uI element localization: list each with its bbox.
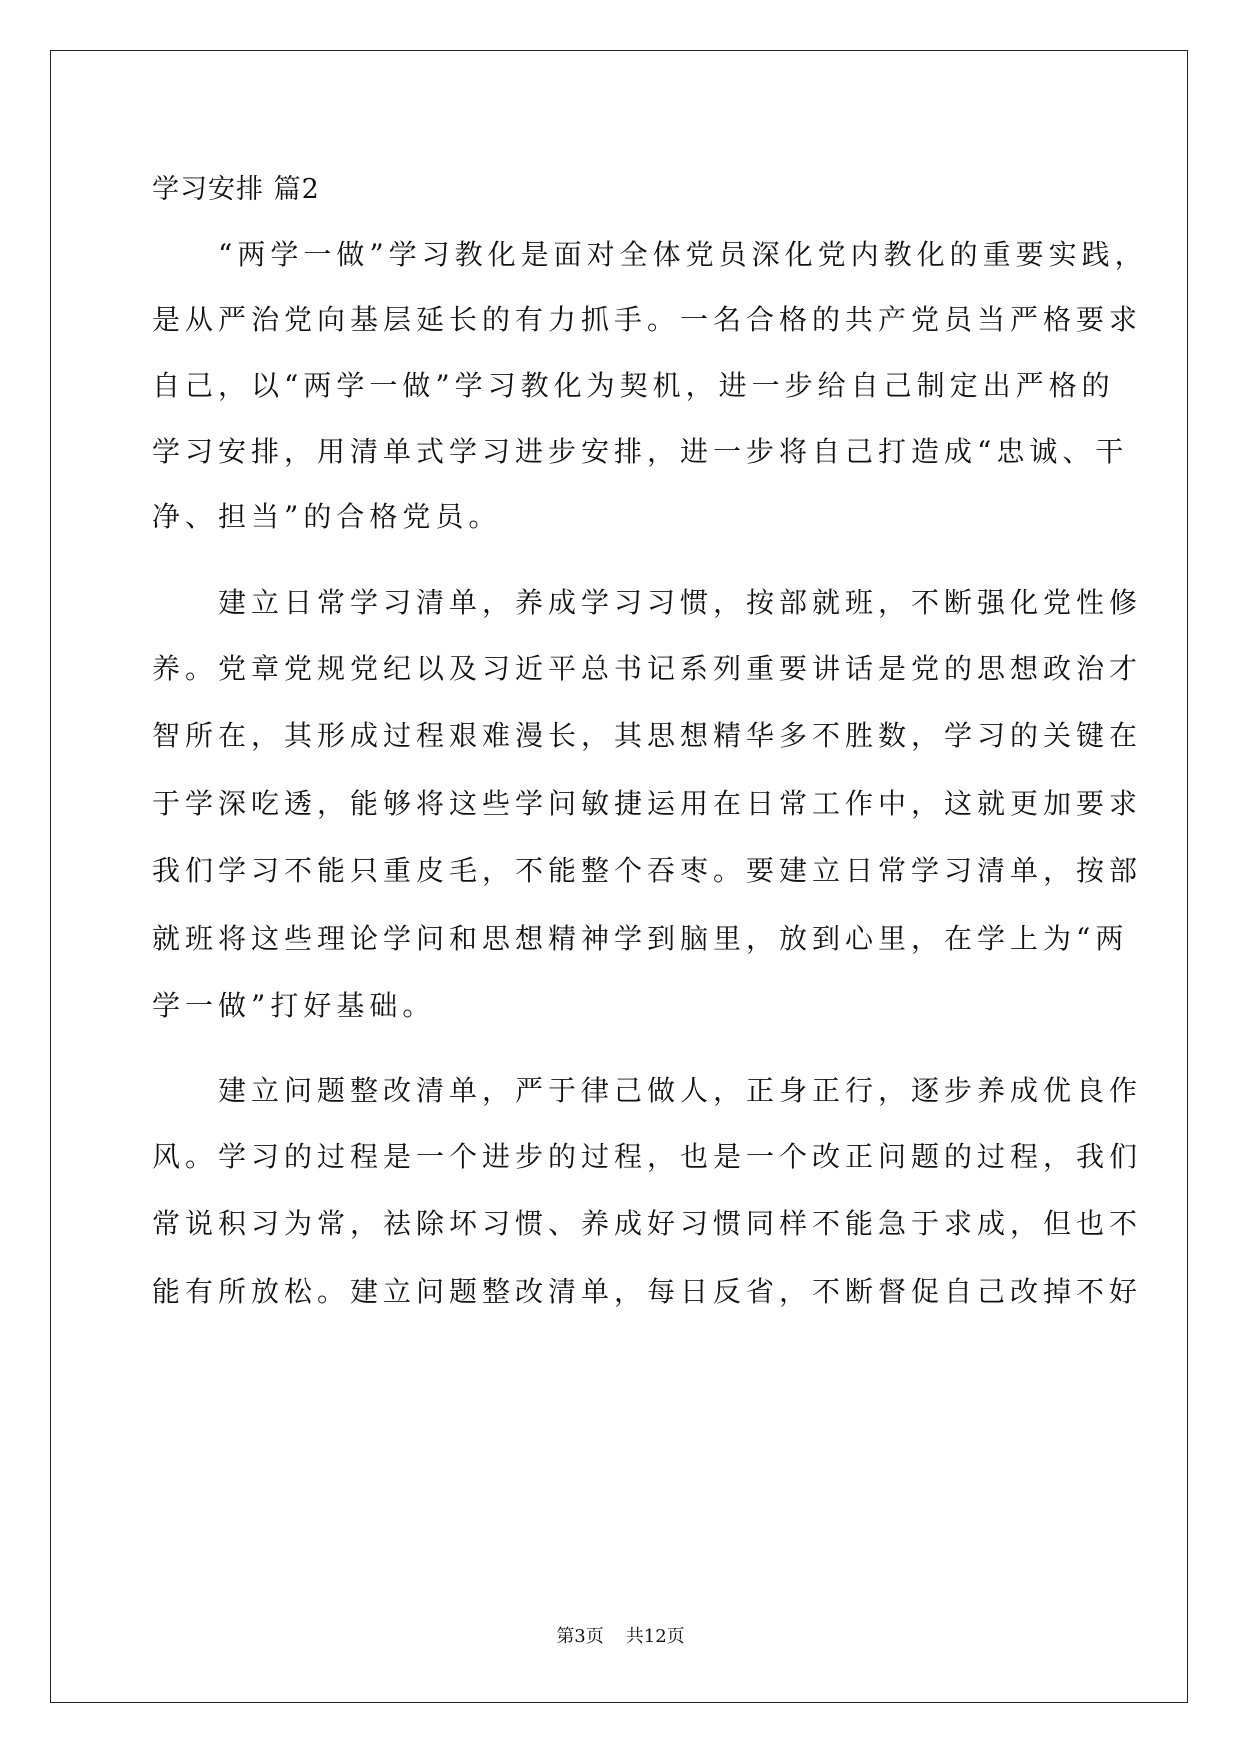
page-number: 第3页 (556, 1626, 604, 1647)
section-heading: 学习安排 篇2 (152, 174, 320, 205)
text-line: 能有所放松。建立问题整改清单，每日反省，不断督促自己改掉不好 (152, 1275, 1143, 1308)
text-line: 是从严治党向基层延长的有力抓手。一名合格的共产党员当严格要求 (152, 303, 1143, 336)
text-line: 养。党章党规党纪以及习近平总书记系列重要讲话是党的思想政治才 (152, 652, 1143, 685)
text-line: 自己，以“两学一做”学习教化为契机，进一步给自己制定出严格的 (152, 369, 1115, 402)
text-line: 学一做”打好基础。 (152, 989, 436, 1022)
text-line: 常说积习为常，祛除坏习惯、养成好习惯同样不能急于求成，但也不 (152, 1207, 1143, 1240)
page-total: 共12页 (625, 1626, 685, 1647)
text-line: 净、担当”的合格党员。 (152, 500, 502, 533)
text-line: 智所在，其形成过程艰难漫长，其思想精华多不胜数，学习的关键在 (152, 719, 1143, 752)
text-line: 就班将这些理论学问和思想精神学到脑里，放到心里，在学上为“两 (152, 922, 1129, 955)
text-line: “两学一做”学习教化是面对全体党员深化党内教化的重要实践， (152, 238, 1148, 271)
text-line: 我们学习不能只重皮毛，不能整个吞枣。要建立日常学习清单，按部 (152, 854, 1143, 887)
text-line: 学习安排，用清单式学习进步安排，进一步将自己打造成“忠诚、干 (152, 435, 1129, 468)
text-line: 建立问题整改清单，严于律己做人，正身正行，逐步养成优良作 (152, 1074, 1143, 1107)
text-line: 建立日常学习清单，养成学习习惯，按部就班，不断强化党性修 (152, 586, 1143, 619)
text-line: 风。学习的过程是一个进步的过程，也是一个改正问题的过程，我们 (152, 1140, 1143, 1173)
text-line: 于学深吃透，能够将这些学问敏捷运用在日常工作中，这就更加要求 (152, 787, 1143, 820)
page-footer (0, 1624, 1241, 1650)
